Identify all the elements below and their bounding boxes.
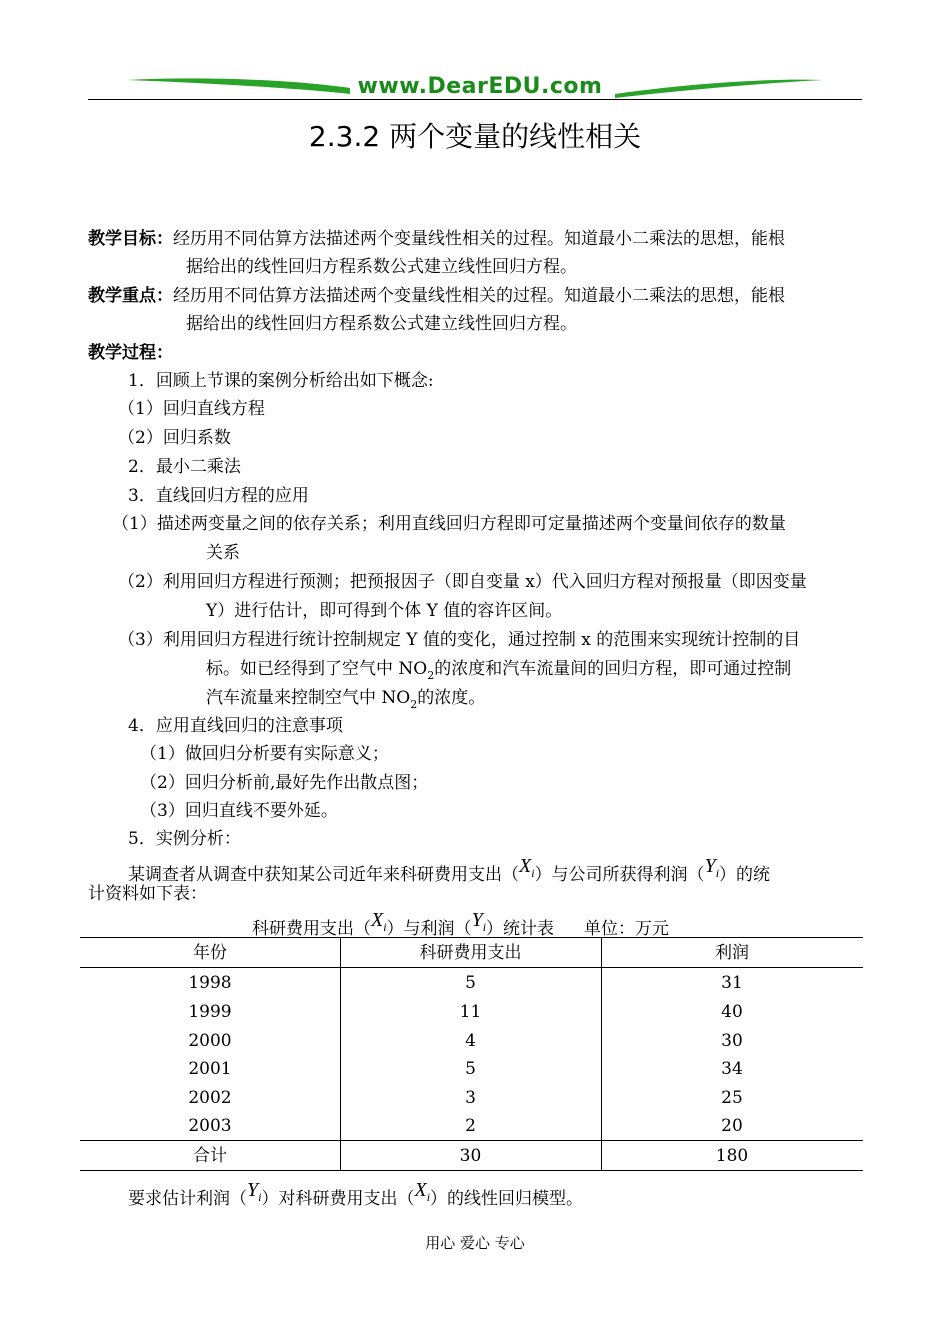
logo-text: www.DearEDU.com [357, 74, 603, 99]
table-cell: 2002 [188, 1088, 232, 1108]
table-rule [80, 937, 863, 938]
list-item: 汽车流量来控制空气中 $NO_2$的浓度。 [206, 688, 486, 711]
list-item: （2）回归分析前,最好先作出散点图； [140, 773, 429, 793]
table-cell: 25 [721, 1088, 743, 1108]
task-sentence: 要求估计利润（Yi）对科研费用支出（Xi）的线性回归模型。 [128, 1179, 584, 1209]
table-cell: 2 [465, 1116, 476, 1136]
focus-text-line1: 经历用不同估算方法描述两个变量线性相关的过程。知道最小二乘法的思想，能根 [173, 286, 785, 306]
table-cell: 40 [721, 1002, 743, 1022]
list-item: 标。如已经得到了空气中 $NO_2$的浓度和汽车流量间的回归方程，即可通过控制 [206, 659, 792, 682]
table-rule [80, 1170, 863, 1171]
list-item: 4．应用直线回归的注意事项 [128, 716, 343, 736]
table-cell: 2003 [188, 1116, 232, 1136]
list-item: （2）回归系数 [118, 428, 231, 448]
list-item: （1）回归直线方程 [118, 399, 265, 419]
statistics-table [80, 937, 863, 1170]
process-label: 教学过程： [88, 343, 173, 363]
table-cell: 31 [721, 973, 743, 993]
list-item: 3．直线回归方程的应用 [128, 486, 309, 506]
list-item: （1）做回归分析要有实际意义； [140, 744, 389, 764]
table-header: 利润 [715, 943, 749, 963]
example-paragraph-line2: 计资料如下表： [88, 884, 207, 904]
list-item: （2）利用回归方程进行预测；把预报因子（即自变量 x）代入回归方程对预报量（即因变量 [118, 572, 807, 592]
list-item: （3）回归直线不要外延。 [140, 801, 338, 821]
table-cell: 2000 [188, 1031, 232, 1051]
list-item: 1．回顾上节课的案例分析给出如下概念: [128, 371, 434, 391]
page-footer: 用心 爱心 专心 [425, 1234, 525, 1252]
table-total-cell: 180 [715, 1146, 749, 1166]
focus-label: 教学重点： [88, 286, 173, 306]
table-total-cell: 合计 [193, 1146, 227, 1166]
list-item: （3）利用回归方程进行统计控制规定 Y 值的变化，通过控制 x 的范围来实现统计控制的目 [118, 630, 801, 650]
table-rule [80, 1140, 863, 1141]
table-cell: 3 [465, 1088, 476, 1108]
table-cell: 11 [459, 1002, 482, 1022]
table-cell: 34 [721, 1059, 743, 1079]
list-item: Y）进行估计，即可得到个体 Y 值的容许区间。 [206, 601, 563, 621]
list-item: 关系 [206, 543, 240, 563]
table-unit: 单位：万元 [584, 919, 670, 939]
table-cell: 5 [465, 1059, 476, 1079]
table-total-cell: 30 [459, 1146, 482, 1166]
table-cell: 2001 [188, 1059, 232, 1079]
table-cell: 5 [465, 973, 476, 993]
header-divider [88, 99, 862, 100]
site-logo [125, 68, 825, 102]
list-item: （1）描述两变量之间的依存关系；利用直线回归方程即可定量描述两个变量间依存的数量 [112, 514, 786, 534]
list-item: 5．实例分析： [128, 829, 241, 849]
table-rule [80, 967, 863, 968]
table-cell: 1999 [188, 1002, 232, 1022]
focus-row [88, 286, 785, 306]
goal-row [88, 229, 785, 249]
goal-label: 教学目标： [88, 229, 173, 249]
focus-text-line2: 据给出的线性回归方程系数公式建立线性回归方程。 [186, 314, 577, 334]
page-title: 2.3.2 两个变量的线性相关 [308, 120, 642, 153]
table-cell: 20 [721, 1116, 743, 1136]
example-paragraph-line1: 某调查者从调查中获知某公司近年来科研费用支出（Xi）与公司所获得利润（Yi）的统 [128, 855, 771, 885]
goal-text-line1: 经历用不同估算方法描述两个变量线性相关的过程。知道最小二乘法的思想，能根 [173, 229, 785, 249]
table-header: 科研费用支出 [419, 943, 522, 963]
table-header: 年份 [193, 943, 227, 963]
table-cell: 4 [465, 1031, 476, 1051]
table-cell: 30 [721, 1031, 743, 1051]
table-cell: 1998 [188, 973, 232, 993]
table-caption: 科研费用支出（Xi）与利润（Yi）统计表 单位：万元 [252, 909, 670, 939]
list-item: 2．最小二乘法 [128, 457, 241, 477]
goal-text-line2: 据给出的线性回归方程系数公式建立线性回归方程。 [186, 257, 577, 277]
